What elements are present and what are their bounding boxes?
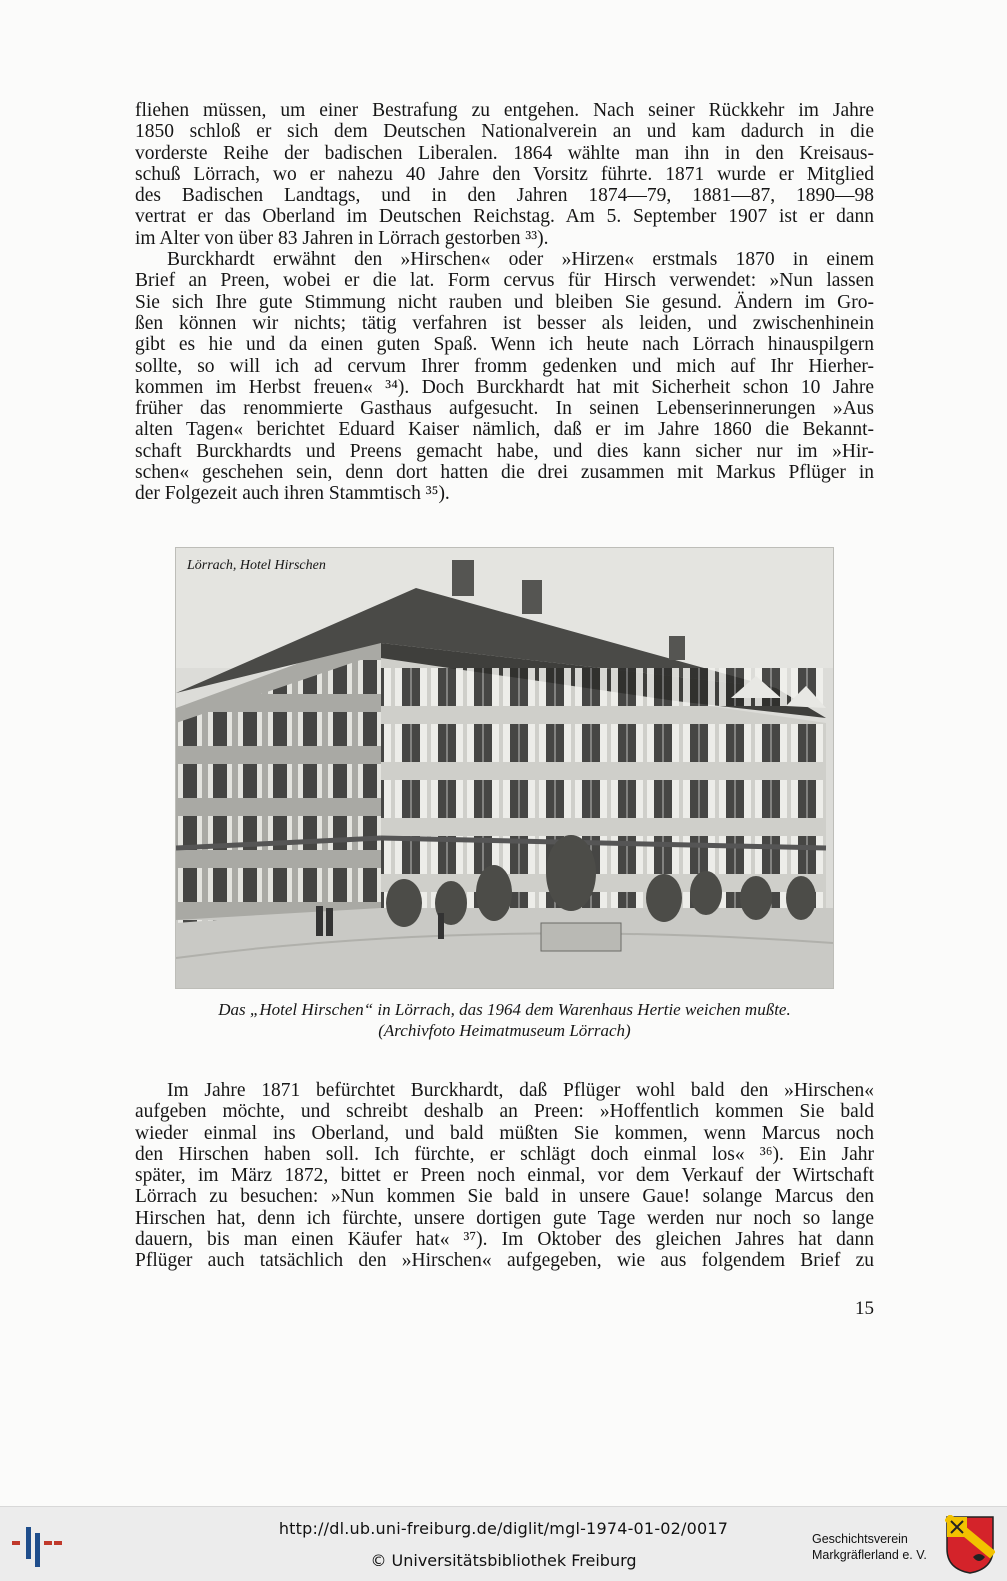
body-text-top bbox=[135, 100, 874, 505]
text-line: den Hirschen haben soll. Ich fürchte, er schlägt doch einmal los« ³⁶). Ein Jahr bbox=[135, 1143, 874, 1165]
document-url-link[interactable]: http://dl.ub.uni-freiburg.de/diglit/mgl-1974-01-02/0017 bbox=[278, 1519, 729, 1538]
text-line: Brief an Preen, wobei er die lat. Form cervus für Hirsch verwendet: »Nun lassen bbox=[135, 270, 874, 292]
hotel-building-illustration bbox=[176, 548, 833, 988]
text-line: im Alter von über 83 Jahren in Lörrach gestorben ³³). bbox=[135, 227, 549, 249]
text-line: Im Jahre 1871 befürchtet Burckhardt, daß Pflüger wohl bald den »Hirschen« bbox=[167, 1080, 874, 1101]
text-line: Lörrach zu besuchen: »Nun kommen Sie bald in unsere Gaue! solange Marcus den bbox=[135, 1186, 874, 1208]
copyright-text: © Universitätsbibliothek Freiburg bbox=[370, 1551, 637, 1570]
text-line: wieder einmal ins Oberland, und bald müßten Sie kommen, wenn Marcus noch bbox=[135, 1122, 874, 1144]
hotel-photo bbox=[175, 547, 834, 989]
publisher-line: Markgräflerland e. V. bbox=[812, 1548, 927, 1562]
publisher-line: Geschichtsverein bbox=[812, 1532, 908, 1546]
figure-caption bbox=[135, 999, 874, 1041]
text-line: früher das renommierte Gasthaus aufgesucht. In seinen Lebenserinnerungen »Aus bbox=[135, 398, 874, 420]
text-line: vorderste Reihe der badischen Liberalen. 1864 wählte man ihn in den Kreisaus- bbox=[135, 142, 874, 164]
text-line: Pflüger auch tatsächlich den »Hirschen« aufgegeben, wie aus folgendem Brief zu bbox=[135, 1250, 874, 1272]
markgraeflerland-crest-icon[interactable] bbox=[945, 1515, 995, 1575]
text-line: schuß Lörrach, wo er nahezu 40 Jahre den Vorsitz führte. 1871 wurde er Mitglied bbox=[135, 163, 874, 185]
photo-inset-label: Lörrach, Hotel Hirschen bbox=[187, 558, 326, 573]
text-line: sollte, so will ich ad cervum Ihrer fromm gedenken und mich auf Ihr Hierher- bbox=[135, 355, 874, 377]
text-line: 1850 schloß er sich dem Deutschen Nationalverein an und kam dadurch in die bbox=[135, 121, 874, 143]
text-line: kommen im Herbst freuen« ³⁴). Doch Burckhardt hat mit Sicherheit schon 10 Jahre bbox=[135, 376, 874, 398]
text-line: alten Tagen« berichtet Eduard Kaiser nämlich, daß er im Jahre 1860 die Bekannt- bbox=[135, 419, 874, 441]
text-line: aufgeben möchte, und schreibt deshalb an Preen: »Hoffentlich kommen Sie bald bbox=[135, 1101, 874, 1123]
text-line: vertrat er das Oberland im Deutschen Reichstag. Am 5. September 1907 ist er dann bbox=[135, 206, 874, 228]
footer-bar bbox=[0, 1506, 1007, 1581]
body-text-bottom bbox=[135, 1080, 874, 1272]
text-line: gibt es hie und da einen guten Spaß. Wenn ich heute nach Lörrach hinauspilgern bbox=[135, 334, 874, 356]
text-line: dauern, bis man einen Käufer hat« ³⁷). Im Oktober des gleichen Jahres hat dann bbox=[135, 1229, 874, 1251]
page-number: 15 bbox=[855, 1298, 874, 1319]
text-line: fliehen müssen, um einer Bestrafung zu entgehen. Nach seiner Rückkehr im Jahre bbox=[135, 100, 874, 121]
text-line: ßen können wir nichts; tätig verfahren ist besser als leiden, und zwischenhinein bbox=[135, 312, 874, 334]
text-line: schaft Burckhardts und Preens gemacht habe, und dies kann sicher nur im »Hir- bbox=[135, 440, 874, 462]
text-line: des Badischen Landtags, und in den Jahren 1874—79, 1881—87, 1890—98 bbox=[135, 185, 874, 207]
caption-line: Das „Hotel Hirschen“ in Lörrach, das 1964 dem Warenhaus Hertie weichen mußte. bbox=[218, 1000, 791, 1019]
publisher-name[interactable] bbox=[812, 1531, 938, 1563]
caption-source: (Archivfoto Heimatmuseum Lörrach) bbox=[378, 1021, 631, 1040]
text-line: schen« geschehen sein, denn dort hatten die drei zusammen mit Markus Pflüger in bbox=[135, 462, 874, 484]
text-line: Burckhardt erwähnt den »Hirschen« oder »Hirzen« erstmals 1870 in einem bbox=[167, 249, 874, 271]
text-line: später, im März 1872, bittet er Preen noch einmal, vor dem Verkauf der Wirtschaft bbox=[135, 1165, 874, 1187]
text-line: Sie sich Ihre gute Stimmung nicht rauben und bleiben Sie gesund. Ändern im Gro- bbox=[135, 291, 874, 313]
text-line: Hirschen hat, denn ich fürchte, unsere dortigen gute Tage werden nur noch so lange bbox=[135, 1207, 874, 1229]
text-line: der Folgezeit auch ihren Stammtisch ³⁵). bbox=[135, 483, 450, 505]
